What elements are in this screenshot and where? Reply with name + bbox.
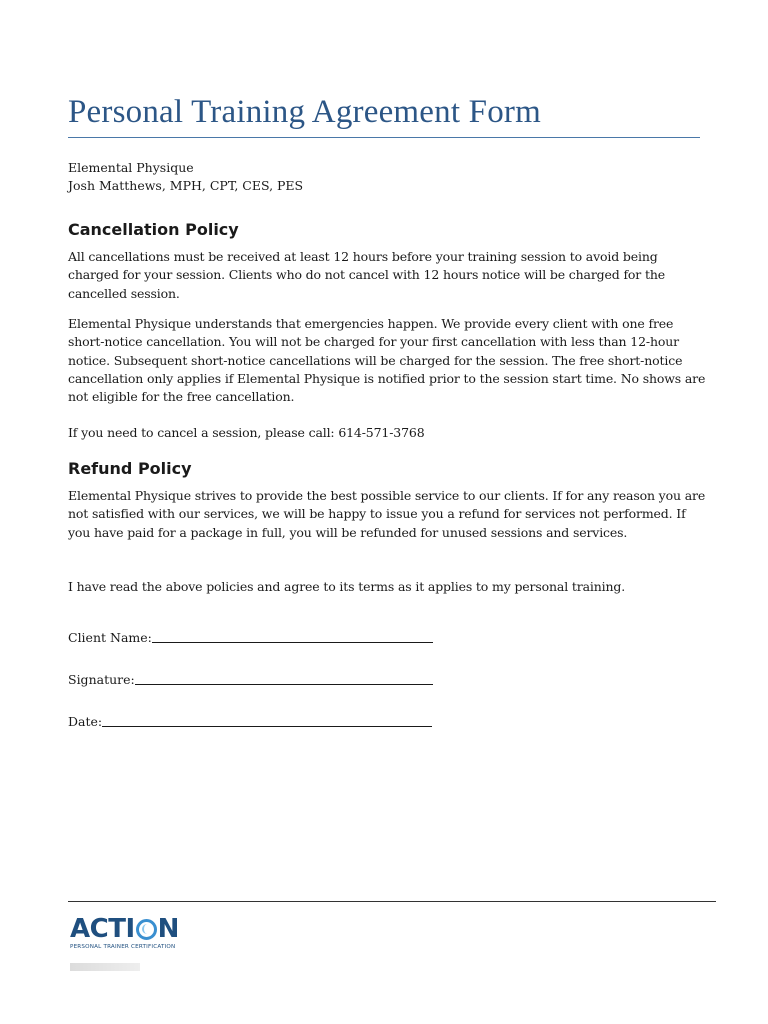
client-name-field[interactable] bbox=[68, 627, 433, 645]
logo-smudge bbox=[70, 963, 140, 971]
action-logo bbox=[70, 915, 190, 975]
cancellation-paragraph: All cancellations must be received at least 12 hours before your training session to avoid being charged for your session. Clients who do not cancel with 12 hours notice will be charged for the cancelled session. bbox=[68, 249, 665, 301]
document-title: Personal Training Agreement Form bbox=[68, 94, 541, 130]
agreement-statement: I have read the above policies and agree to its terms as it applies to my personal training. bbox=[68, 579, 626, 594]
logo-subtitle: PERSONAL TRAINER CERTIFICATION bbox=[70, 944, 176, 950]
date-field[interactable] bbox=[68, 711, 432, 729]
cancellation-paragraph: Elemental Physique understands that emergencies happen. We provide every client with one free short-notice cancellation. You will not be charged for your first cancellation with less than 12-hour notice. Subsequent short-notice cancellations will be charged for the session. The free short-notice cancellation only applies if Elemental Physique is notified prior to the session start time. No shows are not eligible for the free cancellation. bbox=[68, 316, 706, 405]
client-name-line[interactable] bbox=[152, 630, 433, 643]
title-divider bbox=[68, 137, 700, 138]
date-line[interactable] bbox=[102, 714, 432, 727]
trainer-name: Josh Matthews, MPH, CPT, CES, PES bbox=[68, 178, 304, 193]
footer-divider bbox=[68, 901, 716, 902]
organization-name: Elemental Physique bbox=[68, 160, 194, 175]
cancellation-heading: Cancellation Policy bbox=[68, 220, 239, 239]
client-name-label: Client Name: bbox=[68, 630, 152, 645]
logo-o-icon bbox=[136, 919, 157, 940]
signature-line[interactable] bbox=[135, 672, 433, 685]
date-label: Date: bbox=[68, 714, 103, 729]
logo-wordmark: ACTI N bbox=[70, 914, 179, 944]
signature-field[interactable] bbox=[68, 669, 433, 687]
signature-label: Signature: bbox=[68, 672, 135, 687]
refund-paragraph: Elemental Physique strives to provide the best possible service to our clients. If for any reason you are not satisfied with our services, we will be happy to issue you a refund for services not performed. If you have paid for a package in full, you will be refunded for unused sessions and services. bbox=[68, 488, 706, 540]
organization-block bbox=[68, 159, 303, 195]
cancellation-phone-note: If you need to cancel a session, please call: 614-571-3768 bbox=[68, 425, 425, 440]
refund-heading: Refund Policy bbox=[68, 459, 192, 478]
